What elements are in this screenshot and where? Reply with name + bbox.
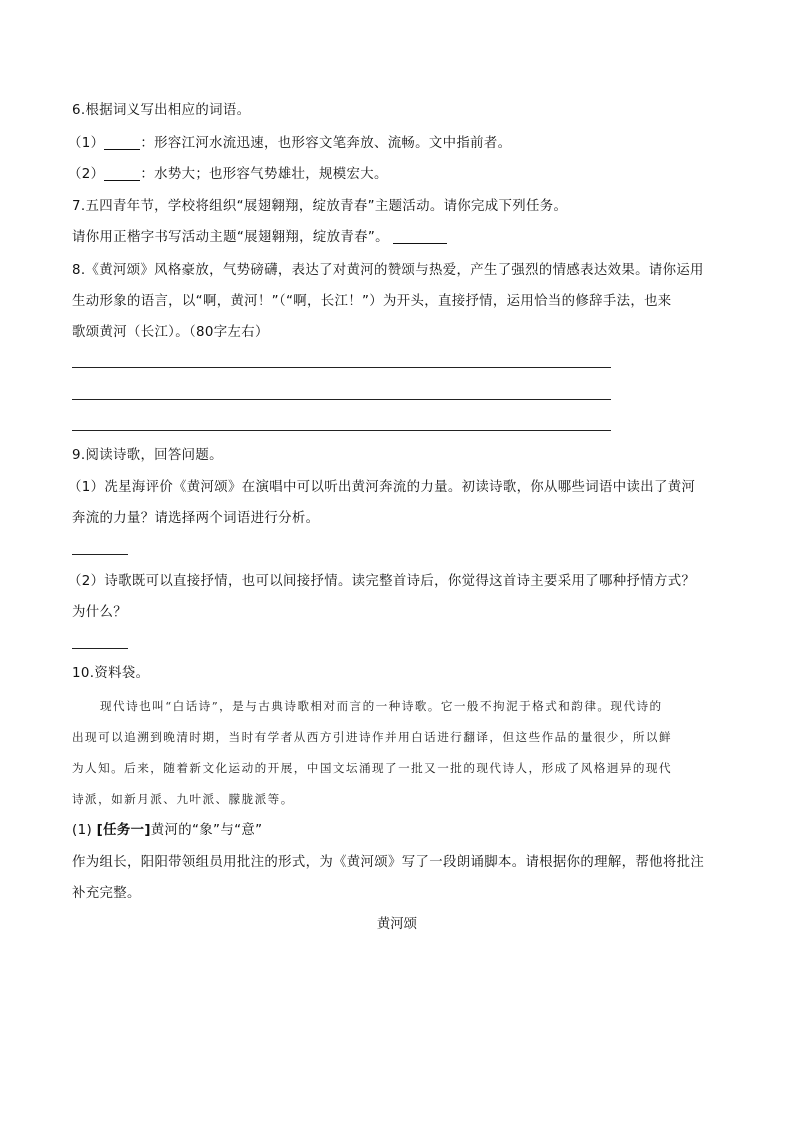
poem-title: 黄河颂 — [376, 917, 418, 932]
q6-answer-blank-1[interactable] — [104, 135, 140, 150]
material-line-3: 为人知。后来，随着新文化运动的开展，中国文坛涌现了一批又一批的现代诗人，形成了风格迥异的现代 — [72, 761, 673, 775]
q6-answer-blank-2[interactable] — [104, 166, 140, 181]
q6-item-1-number: （1） — [68, 136, 105, 151]
q8-line-1: 8.《黄河颂》风格豪放，气势磅礴，表达了对黄河的赞颂与热爱，产生了强烈的情感表达效果。请你运用 — [72, 263, 704, 278]
task-1-label: [任务一] — [96, 823, 151, 838]
q9-sub2-line-2: 为什么？ — [72, 605, 127, 620]
q9-sub1-line-1: （1）冼星海评价《黄河颂》在演唱中可以听出黄河奔流的力量。初读诗歌，你从哪些词语中读出了黄河 — [68, 480, 696, 495]
q8-line-3: 歌颂黄河（长江）。（80字左右） — [72, 325, 269, 340]
q8-answer-line-2[interactable] — [72, 399, 611, 400]
q9-sub2-line-1: （2）诗歌既可以直接抒情，也可以间接抒情。读完整首诗后，你觉得这首诗主要采用了哪种抒情方式？ — [68, 574, 696, 589]
q6-item-1 — [68, 134, 511, 154]
q8-answer-line-1[interactable] — [72, 367, 611, 368]
q6-item-2-number: （2） — [68, 167, 105, 182]
q6-title: 6.根据词义写出相应的词语。 — [72, 103, 251, 118]
task-1-line-1: 作为组长，阳阳带领组员用批注的形式，为《黄河颂》写了一段朗诵脚本。请根据你的理解，帮他将批注 — [72, 855, 705, 870]
q9-sub1-answer-line[interactable] — [72, 554, 128, 555]
q7-title: 7.五四青年节，学校将组织“展翅翱翔，绽放青春”主题活动。请你完成下列任务。 — [72, 199, 568, 214]
q7-instruction — [72, 228, 447, 248]
q6-item-2-definition: ：水势大；也形容气势雄壮，规模宏大。 — [140, 167, 388, 182]
q8-line-2: 生动形象的语言，以“啊，黄河！”（“啊，长江！”）为开头，直接抒情，运用恰当的修辞手法，也来 — [72, 294, 672, 309]
q7-instruction-text: 请你用正楷字书写活动主题“展翅翱翔，绽放青春”。 — [72, 230, 389, 245]
q6-item-1-definition: ：形容江河水流迅速，也形容文笔奔放、流畅。文中指前者。 — [140, 136, 512, 151]
material-line-2: 出现可以追溯到晚清时期，当时有学者从西方引进诗作并用白话进行翻译，但这些作品的量很少，所以鲜 — [72, 730, 673, 744]
task-1-prefix: (1) — [72, 823, 97, 838]
task-1-title: 黄河的“象”与“意” — [150, 823, 263, 838]
q9-sub1-line-2: 奔流的力量？请选择两个词语进行分析。 — [72, 511, 320, 526]
q8-answer-line-3[interactable] — [72, 430, 611, 431]
q9-sub2-answer-line[interactable] — [72, 648, 128, 649]
q9-title: 9.阅读诗歌，回答问题。 — [72, 448, 223, 463]
q10-title: 10.资料袋。 — [72, 666, 150, 681]
q6-item-2 — [68, 165, 388, 185]
material-line-4: 诗派，如新月派、九叶派、朦胧派等。 — [72, 792, 294, 806]
task-1-line-2: 补充完整。 — [72, 886, 141, 901]
task-1-heading — [72, 821, 262, 841]
material-line-1: 现代诗也叫“白话诗”，是与古典诗歌相对而言的一种诗歌。它一般不拘泥于格式和韵律。现代诗的 — [100, 699, 663, 713]
q7-answer-blank[interactable] — [393, 229, 447, 244]
